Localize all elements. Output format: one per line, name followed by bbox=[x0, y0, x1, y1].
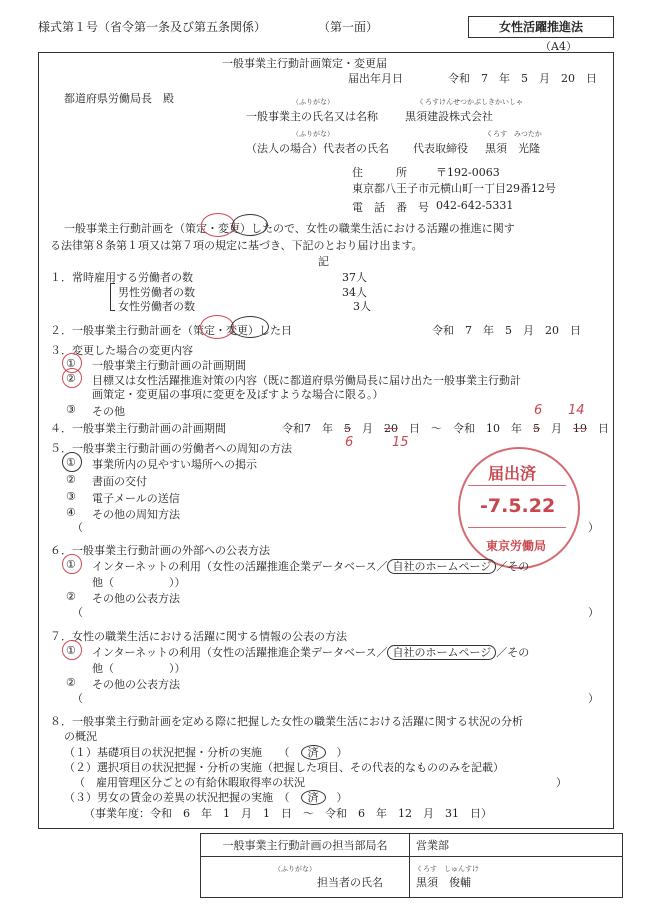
s7-item-2: その他の公表方法 bbox=[92, 678, 180, 691]
received-stamp bbox=[458, 447, 580, 569]
s4-title: ４．一般事業主行動計画の計画期間 bbox=[50, 422, 226, 435]
stamp-office: 東京労働局 bbox=[486, 539, 547, 553]
submission-date: 令和 7 年 5 月 20 日 bbox=[448, 72, 597, 85]
s4-period: 令和7 年 5 月 20 日 ～ 令和 10 年 5 月 19 日 bbox=[282, 422, 609, 435]
hw-start-month: 6 bbox=[345, 435, 354, 450]
s7-title: ７．女性の職業生活における活躍に関する情報の公表の方法 bbox=[50, 630, 347, 643]
s6-item-2: その他の公表方法 bbox=[92, 592, 180, 605]
s1-bracket bbox=[110, 283, 115, 311]
stamp-date: -7.5.22 bbox=[480, 495, 556, 517]
address-label: 住 所 bbox=[352, 166, 407, 179]
s5-title: ５．一般事業主行動計画の労働者への周知の方法 bbox=[50, 442, 292, 455]
law-name-box: 女性活躍推進法 bbox=[468, 16, 614, 38]
s8-title-a: ８．一般事業主行動計画を定める際に把握した女性の職業生活における活躍に関する状況の分析 bbox=[50, 715, 523, 728]
ki-mark: 記 bbox=[318, 255, 329, 268]
phone-label: 電 話 番 号 bbox=[352, 201, 429, 214]
circle-mark-s6-1 bbox=[62, 554, 82, 574]
rep-label: （法人の場合）代表者の氏名 bbox=[246, 142, 389, 155]
s2-date: 令和 7 年 5 月 20 日 bbox=[432, 324, 581, 337]
company-ruby: くろすけんせつかぶしきかいしゃ bbox=[418, 98, 523, 106]
s1-female-label: 女性労働者の数 bbox=[118, 300, 195, 313]
company-name: 黒須建設株式会社 bbox=[405, 110, 493, 123]
s3-item-1: 一般事業主行動計画の計画期間 bbox=[92, 359, 246, 372]
rep-ruby-label: （ふりがな） bbox=[292, 130, 334, 138]
phone-number: 042-642-5331 bbox=[436, 199, 514, 212]
postal-code: 〒192-0063 bbox=[436, 166, 500, 179]
person-ruby-label: （ふりがな） bbox=[274, 865, 316, 873]
page-face: （第一面） bbox=[318, 20, 379, 34]
form-number: 様式第１号（省令第一条及び第五条関係） bbox=[38, 20, 267, 34]
s5-num-2: ② bbox=[66, 473, 76, 486]
paper-size: （A4） bbox=[540, 40, 577, 53]
s3-item-2b: 画策定・変更届の事項に変更を及ぼすような場合に限る。） bbox=[92, 388, 384, 401]
s1-male-label: 男性労働者の数 bbox=[118, 286, 195, 299]
company-ruby-label: （ふりがな） bbox=[292, 98, 334, 106]
contact-table bbox=[200, 833, 623, 898]
s8-done-mark-1: 済 bbox=[301, 745, 326, 760]
s8-title-b: の概況 bbox=[64, 730, 97, 743]
s5-num-3: ③ bbox=[66, 490, 76, 503]
circle-mark-henko bbox=[232, 214, 268, 236]
dept-label: 一般事業主行動計画の担当部局名 bbox=[201, 834, 410, 857]
s7-paren-open: （ bbox=[72, 692, 83, 705]
s8-row-2: （２）選択項目の状況把握・分析の実施（把握した項目、その代表的なもののみを記載） bbox=[64, 761, 504, 774]
s6-title: ６．一般事業主行動計画の外部への公表方法 bbox=[50, 544, 270, 557]
s7-num-2: ② bbox=[66, 676, 76, 689]
hw-end-month: 6 bbox=[534, 403, 543, 418]
person-label: 担当者の氏名 bbox=[317, 876, 383, 889]
s1-male: 34人 bbox=[342, 286, 367, 299]
hw-start-day: 15 bbox=[392, 435, 409, 450]
s6-num-2: ② bbox=[66, 590, 76, 603]
s7-circled-homepage: 自社のホームページ bbox=[387, 645, 496, 660]
addressee: 都道府県労働局長 殿 bbox=[64, 92, 174, 105]
s3-item-2a: 目標又は女性活躍推進対策の内容（既に都道府県労働局長に届け出た一般事業主行動計 bbox=[92, 374, 521, 387]
rep-ruby: くろす みつたか bbox=[486, 130, 542, 138]
intro-line-2: る法律第８条第１項又は第７項の規定に基づき、下記のとおり届け出ます。 bbox=[50, 239, 423, 252]
s7-item-1c: 他（ ）） bbox=[92, 662, 186, 675]
s6-num-1: ① bbox=[66, 558, 76, 571]
s6-circled-homepage: 自社のホームページ bbox=[387, 559, 496, 574]
dept-value: 営業部 bbox=[410, 834, 623, 857]
person-name: 黒須 俊輔 bbox=[416, 876, 471, 889]
circle-mark-s5-1 bbox=[62, 452, 82, 472]
s5-item-2: 書面の交付 bbox=[92, 475, 147, 488]
s5-num-1: ① bbox=[66, 456, 76, 469]
s8-done-mark-3: 済 bbox=[301, 790, 326, 805]
s5-item-4: その他の周知方法 bbox=[92, 508, 180, 521]
person-ruby: くろす しゅんすけ bbox=[416, 865, 479, 873]
s8-row-2b: （ 雇用管理区分ごとの有給休暇取得率の状況 bbox=[74, 776, 305, 789]
s5-item-1: 事業所内の見やすい場所への掲示 bbox=[92, 458, 257, 471]
rep-name: 黒須 光隆 bbox=[485, 142, 540, 155]
intro-line-1: 一般事業主行動計画を（策定・変更）したので、女性の職業生活における活躍の推進に関す bbox=[64, 222, 515, 235]
s7-paren-close: ） bbox=[588, 692, 599, 705]
s8-fiscal-year: （事業年度：令和 6 年 1 月 1 日 ～ 令和 6 年 12 月 31 日） bbox=[84, 807, 492, 820]
s5-item-3: 電子メールの送信 bbox=[92, 492, 180, 505]
s6-paren-close: ） bbox=[588, 606, 599, 619]
s3-num-2: ② bbox=[66, 372, 76, 385]
circle-mark-s2-henko bbox=[231, 316, 269, 338]
s8-row-1: （１）基礎項目の状況把握・分析の実施 （ 済 ） bbox=[64, 746, 348, 759]
s2-title: ２．一般事業主行動計画を（策定・変更）した日 bbox=[50, 324, 292, 337]
circle-mark-s2-sakutei bbox=[200, 315, 234, 339]
s7-num-1: ① bbox=[66, 644, 76, 657]
circle-mark-s7-1 bbox=[62, 640, 82, 660]
s3-item-3: その他 bbox=[92, 405, 125, 418]
circle-mark-sakutei bbox=[201, 213, 235, 237]
s5-paren-close: ） bbox=[588, 521, 599, 534]
stamp-top-text: 届出済 bbox=[488, 464, 537, 483]
s3-num-3: ③ bbox=[66, 403, 76, 416]
s6-paren-open: （ bbox=[72, 606, 83, 619]
s1-title: １．常時雇用する労働者の数 bbox=[50, 271, 193, 284]
person-value-cell bbox=[410, 857, 623, 898]
s5-paren-open: （ bbox=[72, 521, 83, 534]
s1-total: 37人 bbox=[342, 271, 367, 284]
s3-num-1: ① bbox=[66, 357, 76, 370]
s7-item-1a: インターネットの利用（女性の活躍推進企業データベース／ 自社のホームページ ／その bbox=[92, 646, 530, 659]
company-label: 一般事業主の氏名又は名称 bbox=[246, 110, 378, 123]
s1-female: 3人 bbox=[353, 300, 371, 313]
circle-mark-s3-2 bbox=[62, 368, 82, 388]
s6-item-1c: 他（ ）） bbox=[92, 576, 186, 589]
address-line: 東京都八王子市元横山町一丁目29番12号 bbox=[352, 182, 556, 195]
s3-title: ３．変更した場合の変更内容 bbox=[50, 344, 193, 357]
s8-row-3: （３）男女の賃金の差異の状況把握の実施 （ 済 ） bbox=[64, 791, 348, 804]
s8-row-2b-end: ） bbox=[556, 776, 567, 789]
s6-item-1a: インターネットの利用（女性の活躍推進企業データベース／ 自社のホームページ ／その bbox=[92, 560, 530, 573]
form-title: 一般事業主行動計画策定・変更届 bbox=[222, 57, 387, 70]
s5-num-4: ④ bbox=[66, 506, 76, 519]
hw-end-day: 14 bbox=[568, 403, 585, 418]
rep-title: 代表取締役 bbox=[413, 142, 468, 155]
submission-date-label: 届出年月日 bbox=[348, 72, 403, 85]
person-label-cell bbox=[201, 857, 410, 898]
